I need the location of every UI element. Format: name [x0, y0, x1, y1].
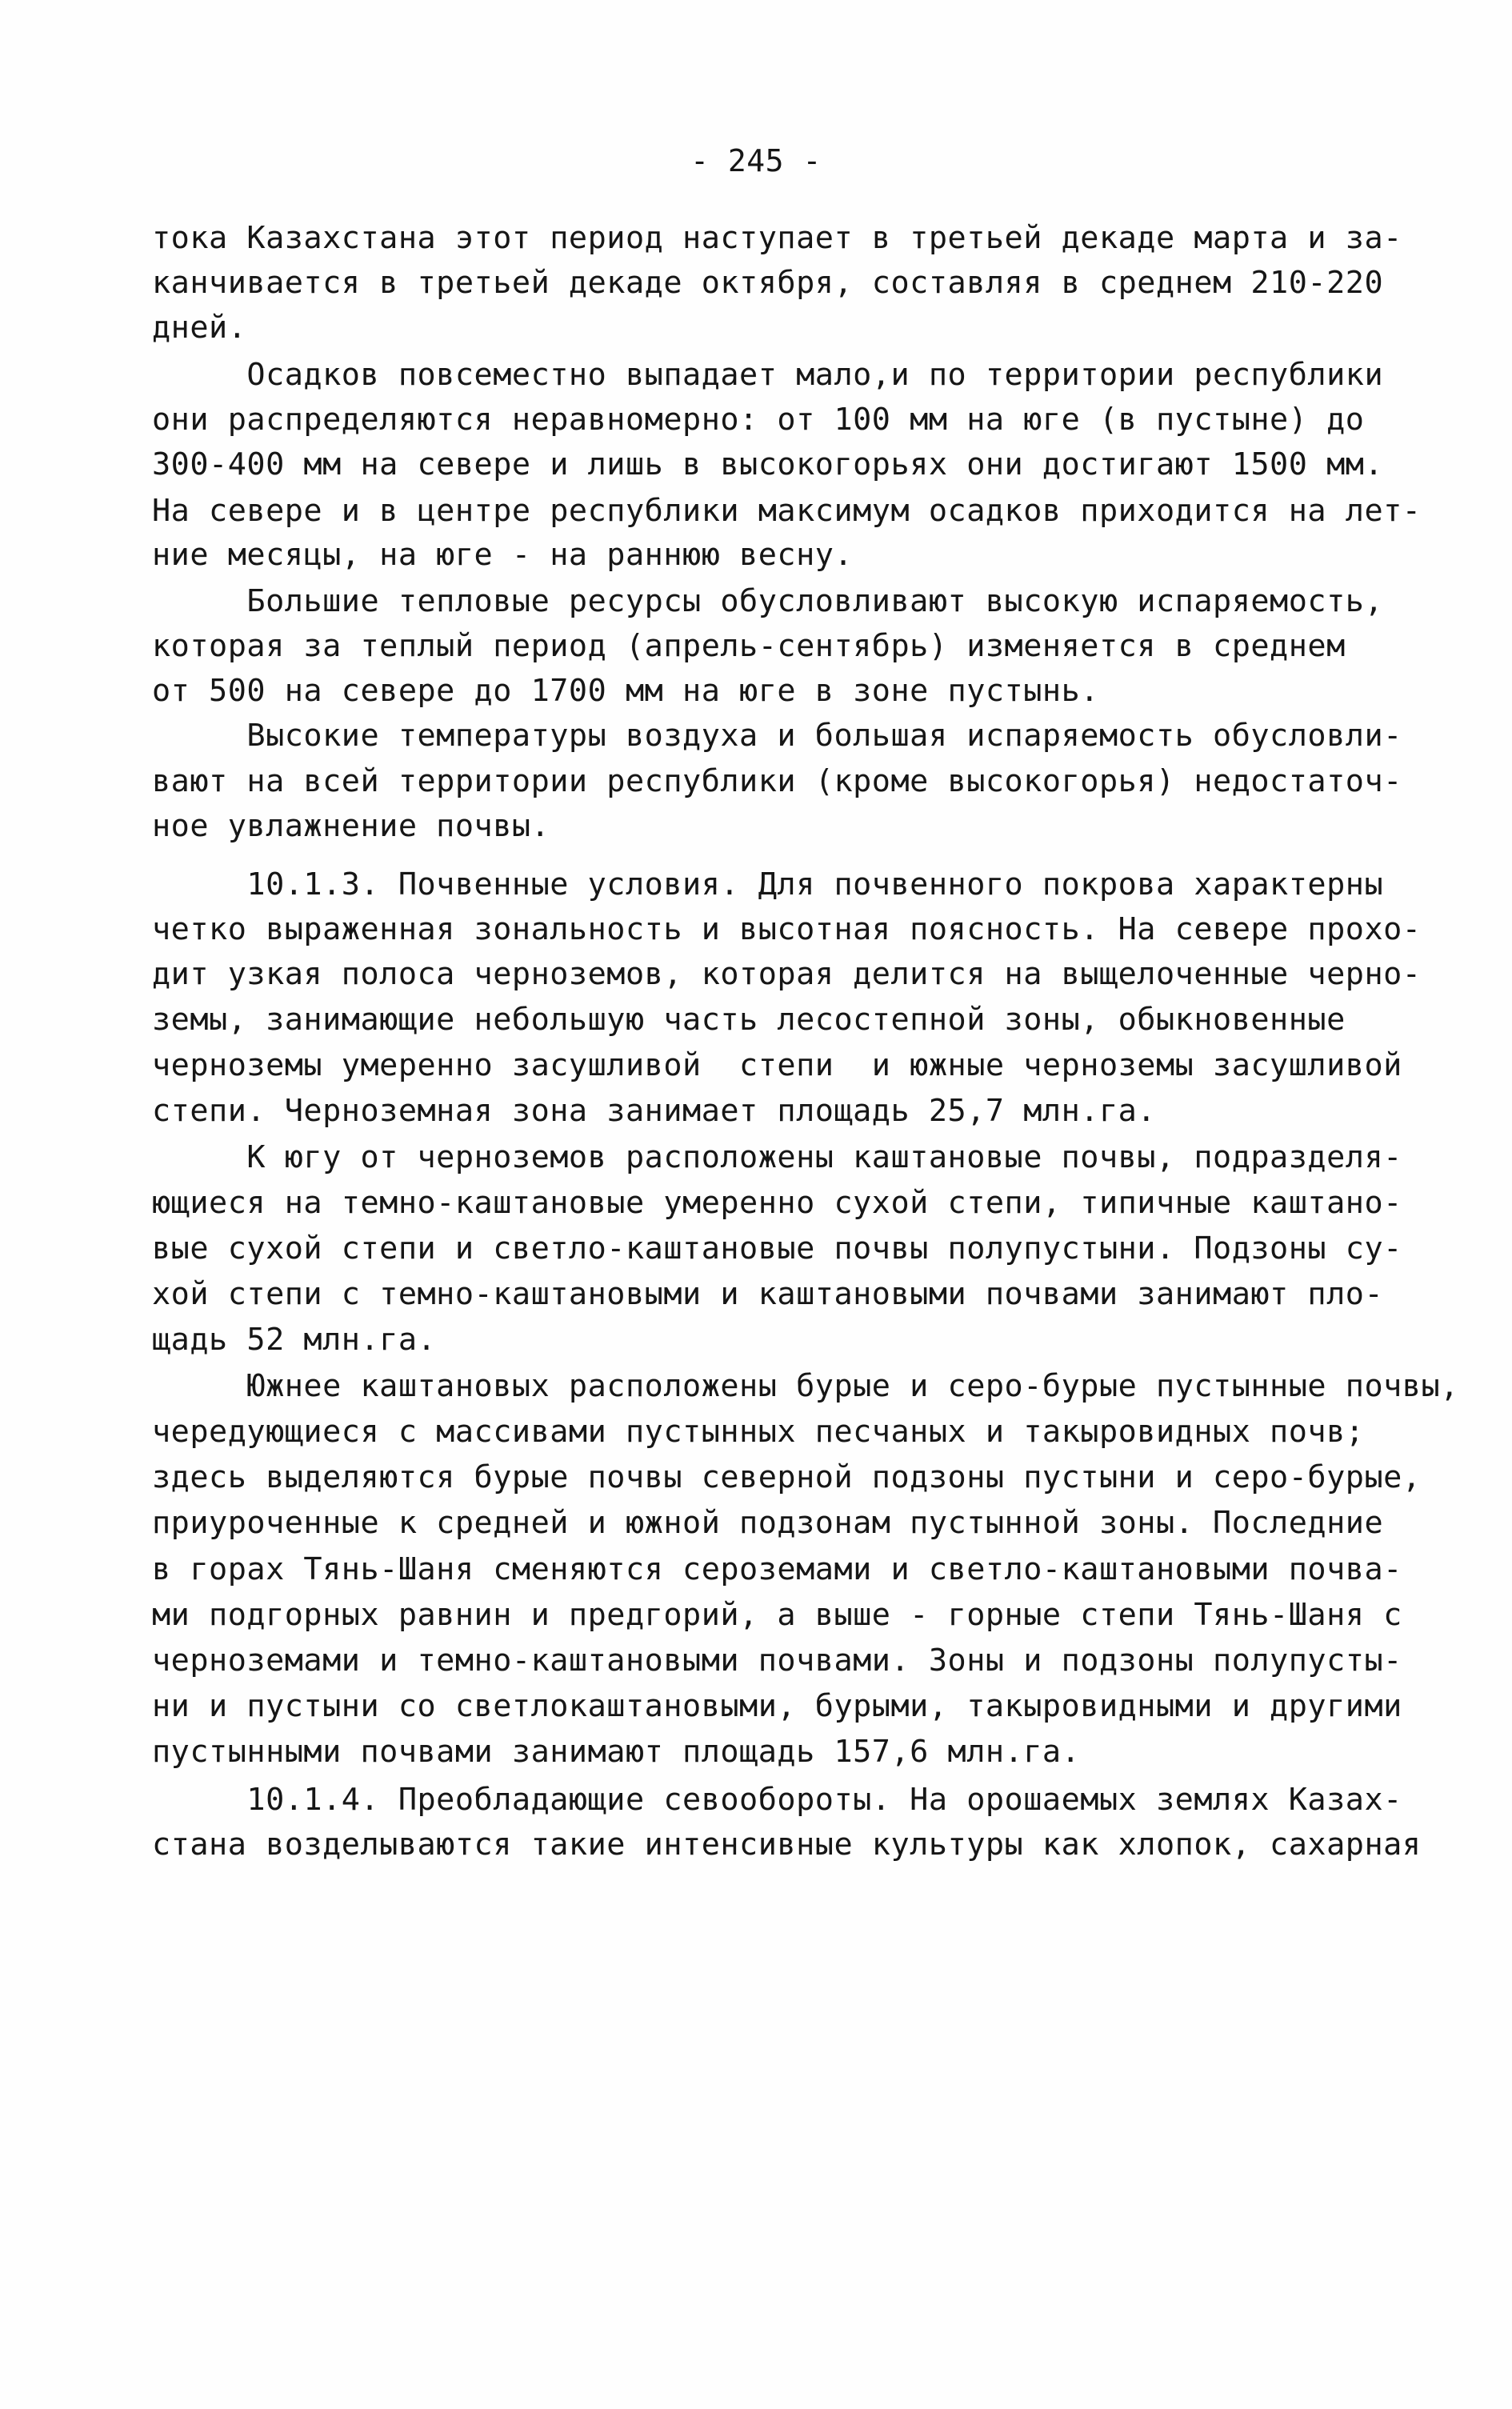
text-line: вают на всей территории республики (кроме высокогорья) недостаточ-	[152, 763, 1402, 799]
text-line: щадь 52 млн.га.	[152, 1322, 437, 1358]
text-line: 10.1.4. Преобладающие севообороты. На орошаемых землях Казах-	[152, 1782, 1402, 1818]
text-line: здесь выделяются бурые почвы северной подзоны пустыни и серо-бурые,	[152, 1459, 1422, 1495]
text-line: тока Казахстана этот период наступает в третьей декаде марта и за-	[152, 220, 1402, 256]
text-line: ющиеся на темно-каштановые умеренно сухой степи, типичные каштано-	[152, 1185, 1402, 1221]
text-line: 300-400 мм на севере и лишь в высокогорьях они достигают 1500 мм.	[152, 446, 1384, 482]
text-line: Южнее каштановых расположены бурые и серо-бурые пустынные почвы,	[152, 1368, 1459, 1404]
text-line: ни и пустыни со светлокаштановыми, бурыми, такыровидными и другими	[152, 1688, 1402, 1724]
text-line: пустынными почвами занимают площадь 157,6 млн.га.	[152, 1734, 1081, 1770]
text-line: четко выраженная зональность и высотная поясность. На севере прохо-	[152, 911, 1422, 947]
text-line: черноземами и темно-каштановыми почвами. Зоны и подзоны полупусты-	[152, 1643, 1402, 1679]
text-line: Осадков повсеместно выпадает мало,и по территории республики	[152, 357, 1384, 393]
text-line: приуроченные к средней и южной подзонам пустынной зоны. Последние	[152, 1505, 1384, 1541]
text-line: 10.1.3. Почвенные условия. Для почвенного покрова характерны	[152, 866, 1384, 902]
text-line: от 500 на севере до 1700 мм на юге в зоне пустынь.	[152, 673, 1099, 709]
text-line: К югу от черноземов расположены каштановые почвы, подразделя-	[152, 1139, 1402, 1175]
page-number: - 245 -	[690, 143, 822, 178]
text-line: На севере и в центре республики максимум осадков приходится на лет-	[152, 493, 1422, 529]
text-line: которая за теплый период (апрель-сентябрь) изменяется в среднем	[152, 628, 1346, 664]
text-line: ное увлажнение почвы.	[152, 808, 550, 844]
text-line: ние месяцы, на юге - на раннюю весну.	[152, 537, 854, 573]
text-line: земы, занимающие небольшую часть лесостепной зоны, обыкновенные	[152, 1002, 1346, 1038]
text-line: черноземы умеренно засушливой степи и южные черноземы засушливой	[152, 1047, 1402, 1083]
text-line: дней.	[152, 310, 247, 346]
text-line: дит узкая полоса черноземов, которая делится на выщелоченные черно-	[152, 956, 1422, 992]
text-line: Большие тепловые ресурсы обусловливают высокую испаряемость,	[152, 583, 1384, 619]
text-line: стана возделываются такие интенсивные культуры как хлопок, сахарная	[152, 1827, 1422, 1863]
text-line: ми подгорных равнин и предгорий, а выше - горные степи Тянь-Шаня с	[152, 1597, 1402, 1633]
text-line: канчивается в третьей декаде октября, составляя в среднем 210-220	[152, 265, 1384, 301]
text-line: хой степи с темно-каштановыми и каштановыми почвами занимают пло-	[152, 1276, 1384, 1312]
text-line: Высокие температуры воздуха и большая испаряемость обусловли-	[152, 718, 1402, 754]
text-line: чередующиеся с массивами пустынных песчаных и такыровидных почв;	[152, 1414, 1365, 1450]
text-line: в горах Тянь-Шаня сменяются сероземами и светло-каштановыми почва-	[152, 1551, 1402, 1587]
text-line: степи. Черноземная зона занимает площадь 25,7 млн.га.	[152, 1093, 1156, 1129]
text-line: они распределяются неравномерно: от 100 мм на юге (в пустыне) до	[152, 402, 1365, 438]
text-line: вые сухой степи и светло-каштановые почвы полупустыни. Подзоны су-	[152, 1231, 1402, 1267]
